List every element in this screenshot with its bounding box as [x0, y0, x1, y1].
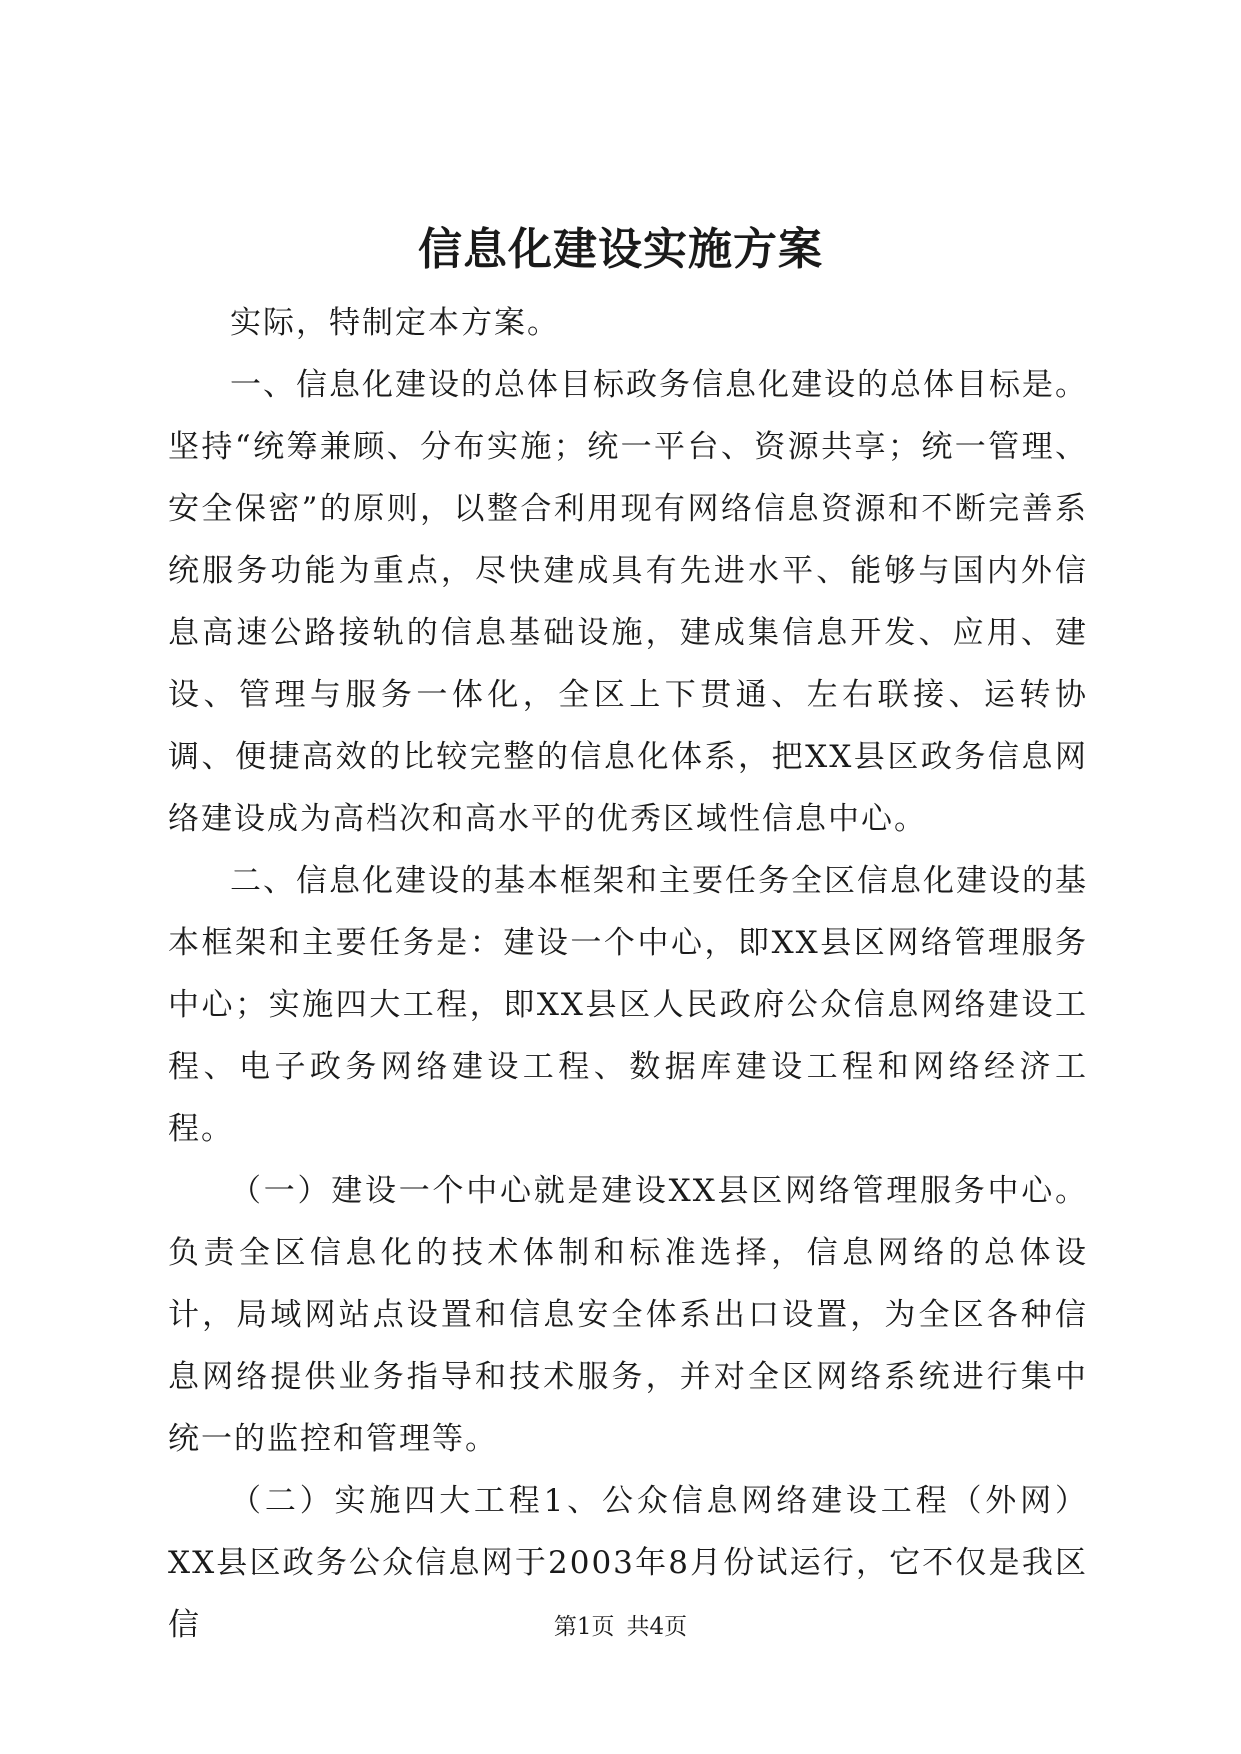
- paragraph-overall-goal: 一、信息化建设的总体目标政务信息化建设的总体目标是。坚持“统筹兼顾、分布实施；统一平台、资源共享；统一管理、安全保密”的原则，以整合利用现有网络信息资源和不断完善系统服务功能为重点，尽快建成具有先进水平、能够与国内外信息高速公路接轨的信息基础设施，建成集信息开发、应用、建设、管理与服务一体化，全区上下贯通、左右联接、运转协调、便捷高效的比较完整的信息化体系，把XX县区政务信息网络建设成为高档次和高水平的优秀区域性信息中心。: [168, 367, 1088, 837]
- paragraph-framework-tasks: 二、信息化建设的基本框架和主要任务全区信息化建设的基本框架和主要任务是：建设一个中心，即XX县区网络管理服务中心；实施四大工程，即XX县区人民政府公众信息网络建设工程、电子政务网络建设工程、数据库建设工程和网络经济工程。: [168, 863, 1088, 1147]
- page-number: 第1页: [553, 1614, 615, 1640]
- page-total: 共4页: [626, 1614, 688, 1640]
- document-title: 信息化建设实施方案: [418, 224, 823, 275]
- paragraph-four-projects: （二）实施四大工程1、公众信息网络建设工程（外网）XX县区政务公众信息网于2003年8月份试运行，它不仅是我区信: [168, 1483, 1088, 1643]
- paragraph-build-center: （一）建设一个中心就是建设XX县区网络管理服务中心。负责全区信息化的技术体制和标准选择，信息网络的总体设计，局域网站点设置和信息安全体系出口设置，为全区各种信息网络提供业务指导和技术服务，并对全区网络系统进行集中统一的监控和管理等。: [168, 1173, 1088, 1457]
- document-body: [168, 292, 1088, 1656]
- page-footer: [0, 1612, 1241, 1642]
- paragraph-intro: 实际，特制定本方案。: [230, 305, 560, 341]
